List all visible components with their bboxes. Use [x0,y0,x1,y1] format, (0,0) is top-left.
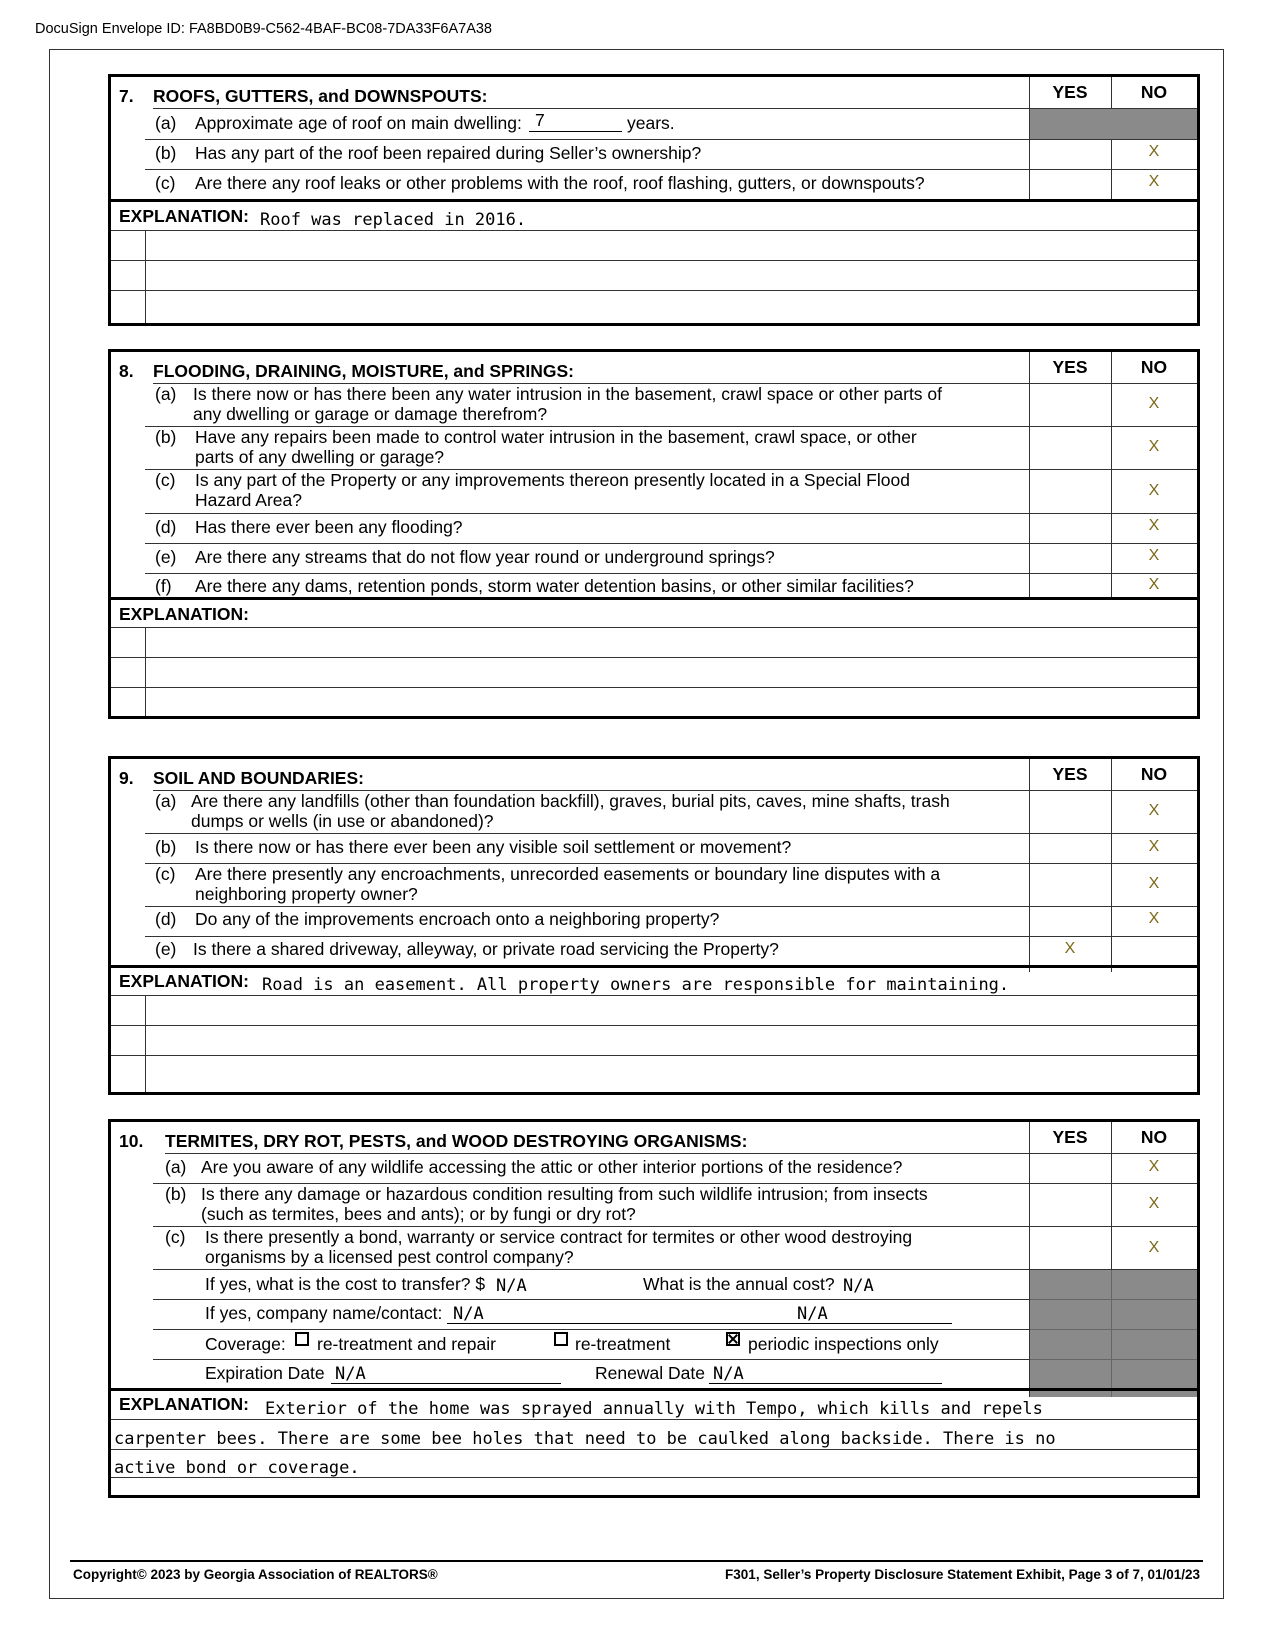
no-mark[interactable]: X [1148,1195,1160,1212]
question-text: Are there any roof leaks or other problems with the roof, roof flashing, gutters, or downspouts? [195,173,925,193]
question-text: neighboring property owner? [195,884,418,904]
item-label: (c) [165,1227,186,1247]
explanation-text[interactable]: carpenter bees. There are some bee holes that need to be caulked along backside. There is no [114,1429,1056,1449]
item-label: (f) [155,576,172,596]
section-title: TERMITES, DRY ROT, PESTS, and WOOD DESTROYING ORGANISMS: [165,1131,748,1151]
question-text: Are you aware of any wildlife accessing the attic or other interior portions of the residence? [201,1157,903,1177]
section-number: 10. [119,1131,144,1151]
no-header: NO [1140,82,1168,102]
item-label: (b) [155,143,177,163]
section-number: 7. [119,86,134,106]
question-text: dumps or wells (in use or abandoned)? [191,811,494,831]
no-mark[interactable]: X [1148,482,1160,499]
item-label: (c) [155,470,176,490]
question-text: Are there any landfills (other than foundation backfill), graves, burial pits, caves, mine shafts, trash [191,791,950,811]
section-roofs [108,74,1200,326]
item-label: (a) [155,791,177,811]
coverage-option-label: periodic inspections only [748,1334,939,1354]
yes-header: YES [1052,357,1088,377]
explanation-label: EXPLANATION: [119,1394,249,1414]
renewal-label: Renewal Date [595,1363,705,1383]
question-text: Has there ever been any flooding? [195,517,463,537]
item-label: (b) [155,837,177,857]
no-header: NO [1140,357,1168,377]
question-text: Approximate age of roof on main dwelling: [195,113,522,133]
section-title: ROOFS, GUTTERS, and DOWNSPOUTS: [153,86,488,106]
question-text: Are there any dams, retention ponds, storm water detention basins, or other similar facilities? [195,576,914,596]
item-label: (e) [155,547,177,567]
envelope-id: DocuSign Envelope ID: FA8BD0B9-C562-4BAF-BC08-7DA33F6A7A38 [35,21,492,37]
years-label: years. [627,113,675,133]
company-value[interactable]: N/A [453,1304,484,1324]
question-text: Hazard Area? [195,490,303,510]
no-mark[interactable]: X [1148,143,1160,160]
no-mark[interactable]: X [1148,438,1160,455]
item-label: (a) [155,384,177,404]
question-text: Is there a shared driveway, alleyway, or private road servicing the Property? [193,939,779,959]
expiration-value[interactable]: N/A [335,1364,366,1384]
item-label: (a) [155,113,177,133]
section-number: 9. [119,768,134,788]
section-termites [108,1119,1200,1498]
section-soil [108,756,1200,1095]
question-text: Do any of the improvements encroach onto a neighboring property? [195,909,720,929]
question-text: organisms by a licensed pest control company? [205,1247,574,1267]
no-mark[interactable]: X [1148,910,1160,927]
no-mark[interactable]: X [1148,1239,1160,1256]
yes-header: YES [1052,82,1088,102]
cost-label: If yes, what is the cost to transfer? $ [205,1274,486,1294]
question-text: Is there now or has there ever been any visible soil settlement or movement? [195,837,792,857]
question-text: Is there any damage or hazardous condition resulting from such wildlife intrusion; from insects [201,1184,928,1204]
no-mark[interactable]: X [1148,395,1160,412]
item-label: (d) [155,909,177,929]
no-mark[interactable]: X [1148,838,1160,855]
item-label: (e) [155,939,177,959]
question-text: any dwelling or garage or damage therefrom? [193,404,548,424]
question-text: Has any part of the roof been repaired during Seller’s ownership? [195,143,702,163]
section-title: SOIL AND BOUNDARIES: [153,768,364,788]
question-text: Is there now or has there been any water intrusion in the basement, crawl space or other parts of [193,384,943,404]
coverage-option-label: re-treatment and repair [317,1334,496,1354]
explanation-label: EXPLANATION: [119,206,249,226]
no-mark[interactable]: X [1148,517,1160,534]
footer-form-info: F301, Seller’s Property Disclosure Statement Exhibit, Page 3 of 7, 01/01/23 [725,1567,1200,1582]
coverage-retreatment-checkbox[interactable] [554,1332,568,1346]
item-label: (c) [155,864,176,884]
explanation-text[interactable]: Roof was replaced in 2016. [260,210,527,230]
question-text: parts of any dwelling or garage? [195,447,445,467]
yes-header: YES [1052,764,1088,784]
expiration-label: Expiration Date [205,1363,325,1383]
no-mark[interactable]: X [1148,802,1160,819]
coverage-retreatment-repair-checkbox[interactable] [295,1332,309,1346]
yes-header: YES [1052,1127,1088,1147]
explanation-label: EXPLANATION: [119,971,249,991]
no-mark[interactable]: X [1148,1158,1160,1175]
annual-cost-label: What is the annual cost? [643,1274,835,1294]
question-text: Is any part of the Property or any improvements thereon presently located in a Special Flood [195,470,910,490]
section-title: FLOODING, DRAINING, MOISTURE, and SPRINGS: [153,361,574,381]
section-flooding [108,349,1200,719]
question-text: Are there presently any encroachments, unrecorded easements or boundary line disputes with a [195,864,941,884]
question-text: Have any repairs been made to control water intrusion in the basement, crawl space, or other [195,427,917,447]
cost-value[interactable]: N/A [496,1276,527,1296]
item-label: (b) [165,1184,187,1204]
yes-mark[interactable]: X [1064,940,1076,957]
no-mark[interactable]: X [1148,875,1160,892]
shaded-cell [1030,1270,1197,1397]
contact-value[interactable]: N/A [797,1304,828,1324]
footer-copyright: Copyright© 2023 by Georgia Association of REALTORS® [73,1567,438,1582]
explanation-label: EXPLANATION: [119,604,249,624]
company-label: If yes, company name/contact: [205,1303,443,1323]
no-mark[interactable]: X [1148,173,1160,190]
coverage-label: Coverage: [205,1334,286,1354]
roof-age-value[interactable]: 7 [535,110,545,130]
shaded-cell [1030,109,1197,139]
question-text: (such as termites, bees and ants); or by fungi or dry rot? [201,1204,636,1224]
item-label: (d) [155,517,177,537]
question-text: Are there any streams that do not flow year round or underground springs? [195,547,775,567]
question-text: Is there presently a bond, warranty or service contract for termites or other wood destroying [205,1227,913,1247]
item-label: (a) [165,1157,187,1177]
no-mark[interactable]: X [1148,576,1160,593]
item-label: (b) [155,427,177,447]
renewal-value[interactable]: N/A [713,1364,744,1384]
item-label: (c) [155,173,176,193]
no-mark[interactable]: X [1148,547,1160,564]
footer-rule [70,1560,1203,1562]
explanation-text[interactable]: Road is an easement. All property owners are responsible for maintaining. [262,975,1010,995]
explanation-text[interactable]: Exterior of the home was sprayed annually with Tempo, which kills and repels [265,1399,1043,1419]
coverage-periodic-checkbox[interactable] [726,1332,740,1346]
annual-cost-value[interactable]: N/A [843,1276,874,1296]
no-header: NO [1140,764,1168,784]
no-header: NO [1140,1127,1168,1147]
explanation-text[interactable]: active bond or coverage. [114,1458,360,1478]
coverage-option-label: re-treatment [575,1334,671,1354]
section-number: 8. [119,361,134,381]
